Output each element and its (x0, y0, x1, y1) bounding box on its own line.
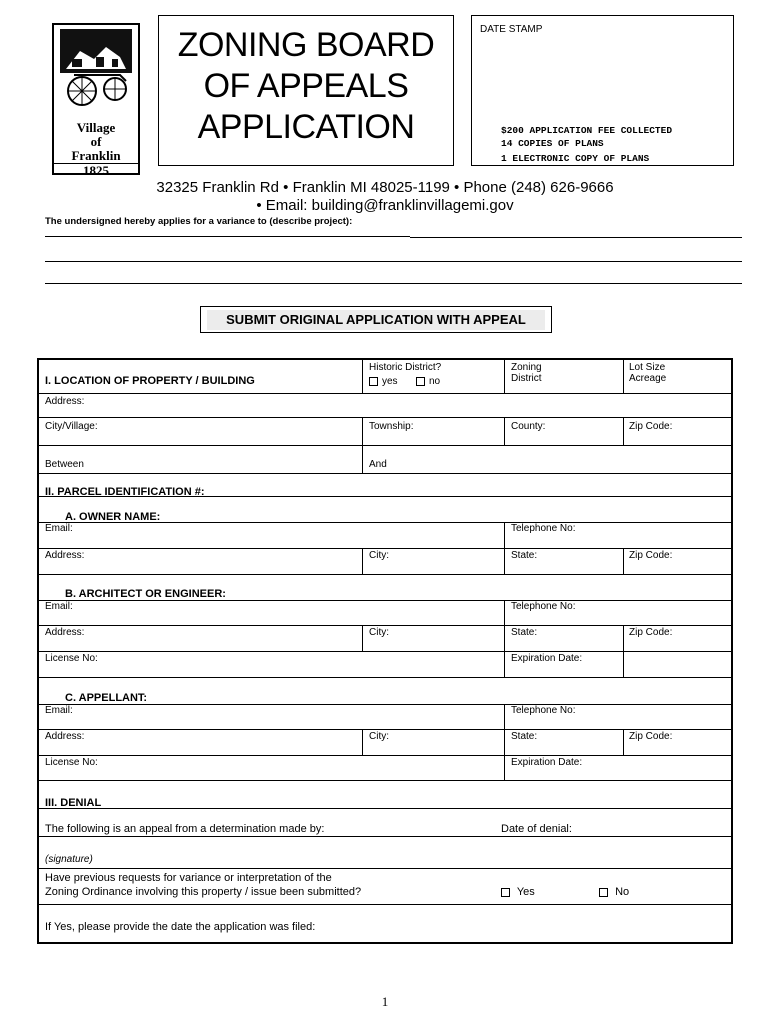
zoning-label: Zoning (511, 362, 542, 373)
page-number: 1 (381, 994, 389, 1009)
appellant-expiration-field[interactable]: Expiration Date: (511, 757, 583, 768)
historic-no-checkbox[interactable] (416, 377, 425, 386)
submit-notice (200, 306, 552, 333)
date-stamp-box (471, 15, 734, 166)
architect-heading: B. ARCHITECT OR ENGINEER: (65, 588, 226, 600)
office-email: • Email: building@franklinvillagemi.gov (256, 197, 514, 214)
owner-email-field[interactable]: Email: (45, 523, 73, 534)
owner-state-field[interactable]: State: (511, 550, 538, 561)
lot-size-label: Lot Size (629, 362, 666, 373)
property-zip-field[interactable]: Zip Code: (629, 421, 673, 432)
filed-date-field[interactable]: If Yes, please provide the date the application was filed: (45, 921, 316, 933)
previous-yes-option[interactable]: Yes (501, 886, 535, 899)
copies-note: 14 COPIES OF PLANS (501, 138, 604, 149)
township-field[interactable]: Township: (369, 421, 414, 432)
logo-of: of (90, 134, 102, 149)
office-address: 32325 Franklin Rd • Franklin MI 48025-1199 • Phone (248) 626-9666 (156, 179, 614, 196)
application-form (37, 358, 733, 944)
appellant-address-field[interactable]: Address: (45, 731, 85, 742)
project-line-3 (45, 283, 742, 284)
logo-year: 1825 (54, 163, 138, 178)
historic-district-label: Historic District? (369, 362, 442, 373)
project-line-1b (410, 237, 742, 238)
owner-name-heading: A. OWNER NAME: (65, 511, 161, 523)
architect-state-field[interactable]: State: (511, 627, 538, 638)
city-village-field[interactable]: City/Village: (45, 421, 98, 432)
lot-acreage-label: Acreage (629, 373, 667, 384)
between-field[interactable]: Between (45, 459, 84, 470)
previous-yes-checkbox[interactable] (501, 888, 510, 897)
and-field[interactable]: And (369, 459, 387, 470)
previous-requests-line-2: Zoning Ordinance involving this property / issue been submitted? (45, 886, 362, 898)
appellant-license-field[interactable]: License No: (45, 757, 98, 768)
logo-franklin: Franklin (71, 148, 121, 163)
appellant-zip-field[interactable]: Zip Code: (629, 731, 673, 742)
architect-address-field[interactable]: Address: (45, 627, 85, 638)
owner-city-field[interactable]: City: (369, 550, 389, 561)
section-3-heading: III. DENIAL (45, 797, 102, 809)
signature-field[interactable]: (signature) (45, 854, 93, 865)
title-box (158, 15, 454, 166)
property-address-field[interactable]: Address: (45, 396, 85, 407)
historic-yes-checkbox[interactable] (369, 377, 378, 386)
appellant-heading: C. APPELLANT: (65, 692, 148, 704)
appellant-telephone-field[interactable]: Telephone No: (511, 705, 576, 716)
submit-notice-text: SUBMIT ORIGINAL APPLICATION WITH APPEAL (207, 310, 545, 330)
title-line-2: OF APPEALS (203, 67, 409, 105)
appellant-state-field[interactable]: State: (511, 731, 538, 742)
owner-telephone-field[interactable]: Telephone No: (511, 523, 576, 534)
architect-license-field[interactable]: License No: (45, 653, 98, 664)
village-logo (52, 23, 140, 178)
appellant-city-field[interactable]: City: (369, 731, 389, 742)
architect-zip-field[interactable]: Zip Code: (629, 627, 673, 638)
architect-email-field[interactable]: Email: (45, 601, 73, 612)
appellant-email-field[interactable]: Email: (45, 705, 73, 716)
previous-no-checkbox[interactable] (599, 888, 608, 897)
fee-note: $200 APPLICATION FEE COLLECTED (501, 125, 673, 136)
owner-zip-field[interactable]: Zip Code: (629, 550, 673, 561)
historic-yes-option[interactable]: yes (369, 376, 398, 387)
previous-requests-line-1: Have previous requests for variance or interpretation of the (45, 872, 332, 884)
previous-no-option[interactable]: No (599, 886, 629, 899)
electronic-copy-note: 1 ELECTRONIC COPY OF PLANS (501, 153, 650, 164)
title-line-3: APPLICATION (197, 108, 415, 146)
variance-intro: The undersigned hereby applies for a variance to (describe project): (45, 216, 353, 227)
section-1-heading: I. LOCATION OF PROPERTY / BUILDING (45, 375, 255, 387)
date-stamp-label: DATE STAMP (480, 24, 543, 35)
project-line-1a (45, 236, 410, 237)
architect-city-field[interactable]: City: (369, 627, 389, 638)
date-of-denial-field[interactable]: Date of denial: (501, 823, 572, 835)
county-field[interactable]: County: (511, 421, 546, 432)
section-2-heading: II. PARCEL IDENTIFICATION #: (45, 486, 205, 498)
carriage-icon (60, 29, 132, 115)
project-line-2 (45, 261, 742, 262)
logo-village: Village (76, 120, 116, 135)
owner-address-field[interactable]: Address: (45, 550, 85, 561)
title-line-1: ZONING BOARD (177, 26, 435, 64)
historic-no-option[interactable]: no (416, 376, 440, 387)
zoning-district-label: District (511, 373, 542, 384)
architect-expiration-field[interactable]: Expiration Date: (511, 653, 583, 664)
appeal-determination-field[interactable]: The following is an appeal from a determination made by: (45, 823, 325, 835)
architect-telephone-field[interactable]: Telephone No: (511, 601, 576, 612)
